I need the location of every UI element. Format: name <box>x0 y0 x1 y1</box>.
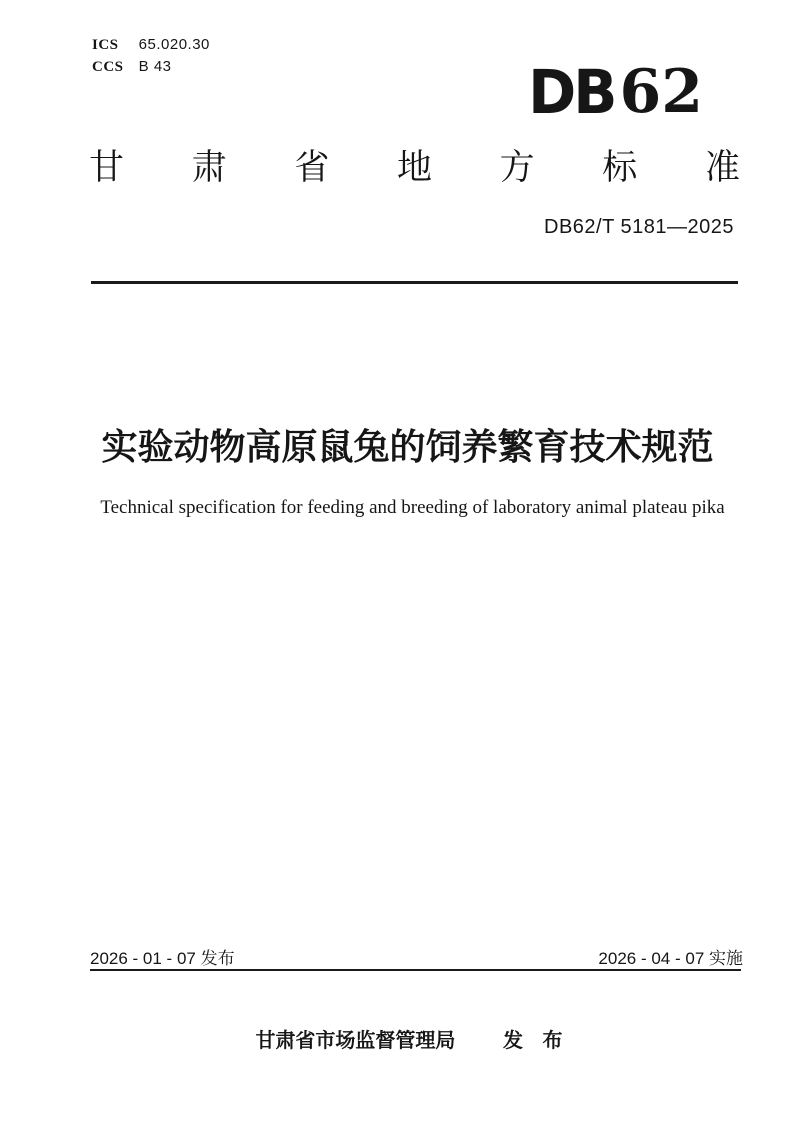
standard-type-char: 甘 <box>89 148 125 187</box>
standard-type-char: 省 <box>294 148 330 187</box>
standard-doc-number: DB62/T 5181—2025 <box>544 216 734 238</box>
standard-type-heading <box>89 148 740 188</box>
standard-type-char: 方 <box>499 148 535 187</box>
standard-type-char: 准 <box>704 148 740 187</box>
db62-logo-number: 62 <box>619 57 703 127</box>
ics-label: ICS <box>92 37 119 53</box>
publisher-name: 甘肃省市场监督管理局 <box>255 1030 456 1052</box>
issue-date: 2026 - 01 - 07 发布 <box>90 949 235 968</box>
db62-logo <box>528 56 703 128</box>
ccs-label: CCS <box>92 59 124 75</box>
ics-value: 65.020.30 <box>138 36 210 53</box>
footer-rule <box>90 969 741 971</box>
classification-codes <box>92 36 210 80</box>
ccs-value: B 43 <box>138 58 172 75</box>
title-english: Technical specification for feeding and breeding of laboratory animal plateau pika <box>100 497 725 518</box>
ccs-line <box>92 58 210 80</box>
title-chinese: 实验动物高原鼠兔的饲养繁育技术规范 <box>101 426 714 467</box>
implement-date: 2026 - 04 - 07 实施 <box>598 949 743 968</box>
publisher-line <box>60 1024 765 1053</box>
header-rule <box>91 281 738 284</box>
dates-row <box>90 944 743 969</box>
standard-type-char: 肃 <box>191 148 227 187</box>
db62-logo-prefix: DB <box>528 56 615 128</box>
standard-type-char: 地 <box>396 148 432 187</box>
publish-action-label: 发 布 <box>503 1030 570 1052</box>
standard-type-char: 标 <box>602 148 638 187</box>
ics-line <box>92 36 210 58</box>
